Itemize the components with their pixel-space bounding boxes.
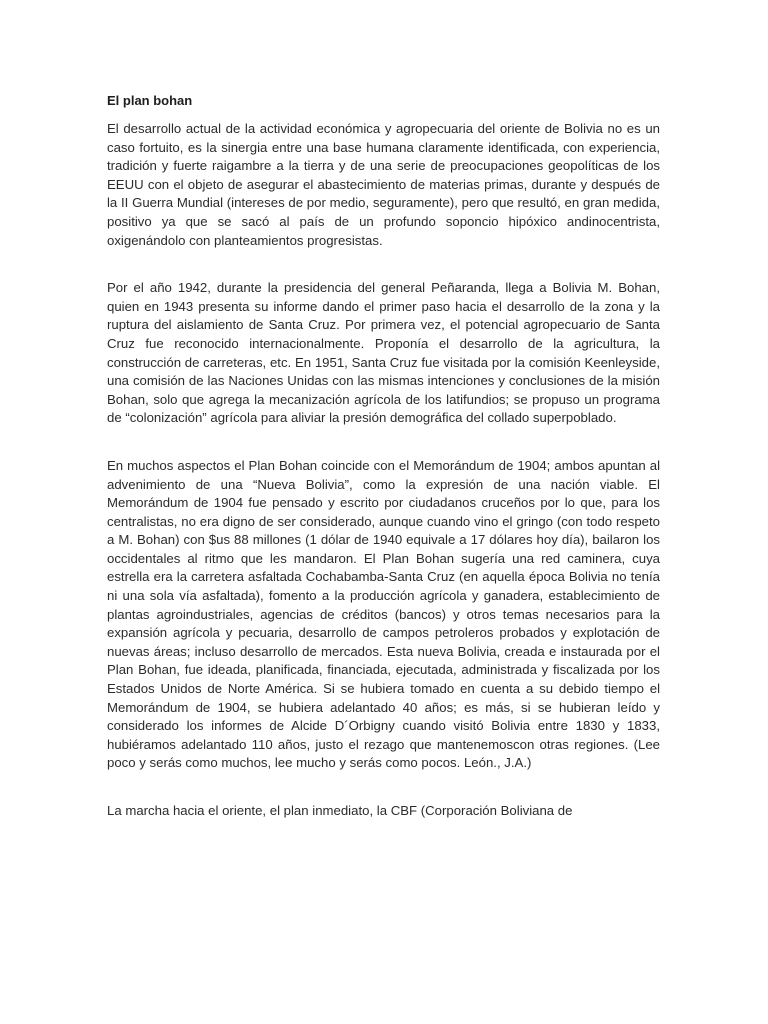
document-title: El plan bohan: [107, 93, 193, 108]
paragraph-intro: El desarrollo actual de la actividad económica y agropecuaria del oriente de Bolivia no es un caso fortuito, es la sinergia entre una base humana claramente identificada, con experiencia, tradición y fuerte raigambre a la tierra y de una serie de preocupaciones geopolíticas de los EEUU con el objeto de asegurar el abastecimiento de materias primas, durante y después de la II Guerra Mundial (intereses de por medio, seguramente), pero que resultó, en gran medida, positivo ya que se sacó al país de un profundo soponcio hipóxico andinocentrista, oxigenándolo con planteamientos progresistas.: [107, 121, 660, 248]
document-page: [107, 92, 660, 821]
paragraph-memorandum-1904: En muchos aspectos el Plan Bohan coincide con el Memorándum de 1904; ambos apuntan al advenimiento de una “Nueva Bolivia”, como la expresión de una nación viable. El Memorándum de 1904 fue pensado y escrito por ciudadanos cruceños por lo que, para los centralistas, no era digno de ser considerado, aunque cuando vino el gringo (con todo respeto a M. Bohan) con $us 88 millones (1 dólar de 1940 equivale a 17 dólares hoy día), bailaron los occidentales al ritmo que les mandaron. El Plan Bohan sugería una red caminera, cuya estrella era la carretera asfaltada Cochabamba-Santa Cruz (en aquella época Bolivia no tenía ni una sola vía asfaltada), fomento a la producción agrícola y ganadera, establecimiento de plantas agroindustriales, agencias de créditos (bancos) y otros temas necesarios para la expansión agrícola y pecuaria, desarrollo de campos petroleros probados y explotación de nuevas áreas; incluso desarrollo de mercados. Esta nueva Bolivia, creada e instaurada por el Plan Bohan, fue ideada, planificada, financiada, ejecutada, administrada y fiscalizada por los Estados Unidos de Norte América. Si se hubiera tomado en cuenta a su debido tiempo el Memorándum de 1904, se hubiera adelantado 40 años; es más, si se hubieran leído y considerado los informes de Alcide D´Orbigny cuando visitó Bolivia entre 1830 y 1833, hubiéramos adelantado 110 años, justo el rezago que mantenemoscon otras regiones. (Lee poco y serás como muchos, lee mucho y serás como pocos. León., J.A.): [107, 457, 660, 771]
paragraph-bohan-mission: Por el año 1942, durante la presidencia del general Peñaranda, llega a Bolivia M. Bohan, quien en 1943 presenta su informe dando el primer paso hacia el desarrollo de la zona y la ruptura del aislamiento de Santa Cruz. Por primera vez, el potencial agropecuario de Santa Cruz fue reconocido internacionalmente. Proponía el desarrollo de la agricultura, la construcción de carreteras, etc. En 1951, Santa Cruz fue visitada por la comisión Keenleyside, una comisión de las Naciones Unidas con las mismas intenciones y conclusiones de la misión Bohan, solo que agrega la mecanización agrícola de los latifundios; se propuso un programa de “colonización” agrícola para aliviar la presión demográfica del collado superpoblado.: [107, 280, 660, 426]
paragraph-march-east: La marcha hacia el oriente, el plan inmediato, la CBF (Corporación Boliviana de: [107, 803, 573, 818]
